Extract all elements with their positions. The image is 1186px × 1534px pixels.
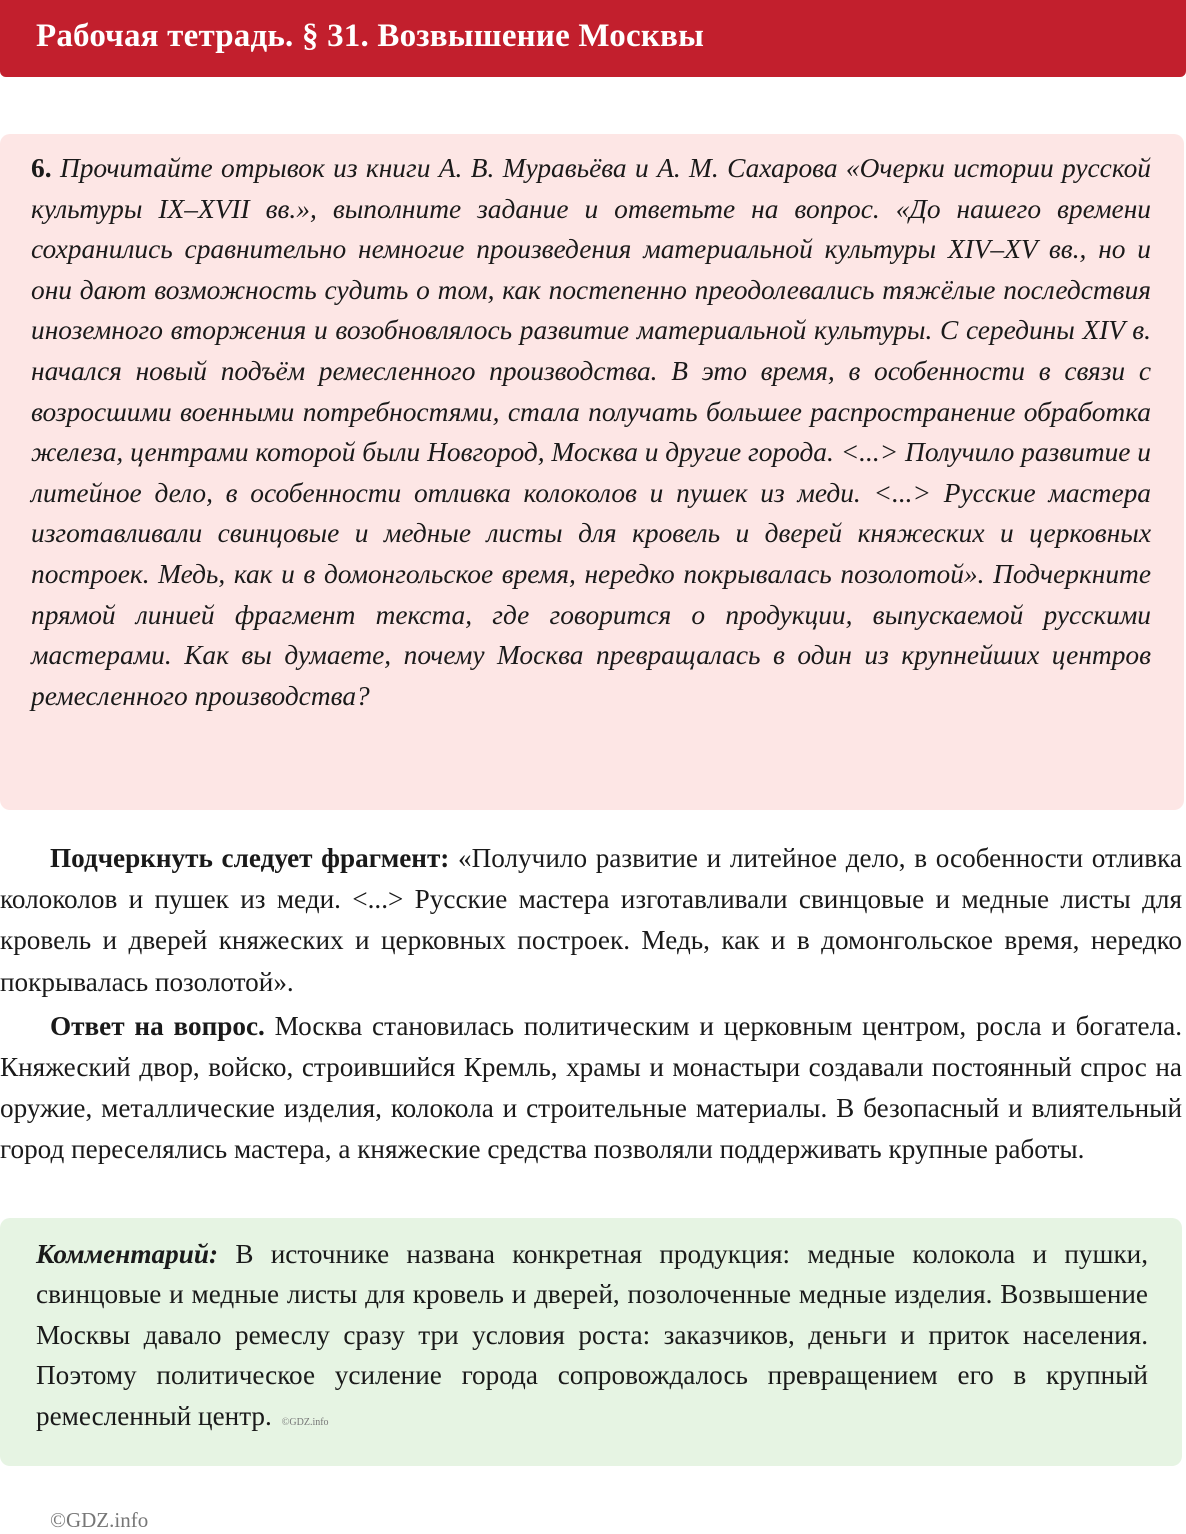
task-text-block (31, 148, 1151, 716)
comment-box (0, 1218, 1182, 1466)
comment-text-block (36, 1234, 1148, 1443)
task-number: 6. (31, 153, 52, 183)
answer-question-label: Ответ на вопрос. (50, 1010, 265, 1041)
page-header (0, 0, 1186, 77)
inline-watermark: ©GDZ.info (281, 1416, 329, 1428)
task-box (0, 134, 1184, 810)
task-text: Прочитайте отрывок из книги А. В. Муравьёва и А. М. Сахарова «Очерки истории русской культуры IX–XVII вв.», выполните задание и ответьте на вопрос. «До нашего времени сохранились сравнительно немногие произведения материальной культуры XIV–XV вв., но и они дают возможность судить о том, как постепенно преодолевались тяжёлые последствия иноземного вторжения и возобновлялось развитие материальной культуры. С середины XIV в. начался новый подъём ремесленного производства. В это время, в особенности в связи с возросшими военными потребностями, стала получать большее распространение обработка железа, центрами которой были Новгород, Москва и другие города. <...> Получило развитие и литейное дело, в особенности отливка колоколов и пушек из меди. <...> Русские мастера изготавливали свинцовые и медные листы для кровель и дверей княжеских и церковных построек. Медь, как и в домонгольское время, нередко покрывалась позолотой». Подчеркните прямой линией фрагмент текста, где говорится о продукции, выпускаемой русскими мастерами. Как вы думаете, почему Москва превращалась в один из крупнейших центров ремесленного производства? (31, 153, 1152, 711)
page-title: Рабочая тетрадь. § 31. Возвышение Москвы (36, 18, 705, 54)
answer-underline-paragraph (0, 838, 1182, 1003)
answer-section (0, 838, 1182, 1171)
answer-question-text: Москва становилась политическим и церковным центром, росла и богатела. Княжеский двор, войско, строившийся Кремль, храмы и монастыри создавали постоянный спрос на оружие, металлические изделия, колокола и строительные материалы. В безопасный и влиятельный город переселялись мастера, а княжеские средства позволяли поддерживать крупные работы. (0, 1010, 1183, 1165)
comment-text: В источнике названа конкретная продукция: медные колокола и пушки, свинцовые и медные листы для кровель и дверей, позолоченные медные изделия. Возвышение Москвы давало ремеслу сразу три условия роста: заказчиков, деньги и приток населения. Поэтому политическое усиление города сопровождалось превращением его в крупный ремесленный центр. (36, 1239, 1148, 1431)
answer-question-paragraph (0, 1006, 1182, 1171)
footer-watermark: ©GDZ.info (50, 1508, 149, 1532)
comment-label: Комментарий: (36, 1239, 219, 1269)
answer-underline-text: «Получило развитие и литейное дело, в особенности отливка колоколов и пушек из меди. <...> Русские мастера изготавливали свинцовые и медные листы для кровель и дверей княжеских и церковных построек. Медь, как и в домонгольское время, нередко покрывалась позолотой». (0, 843, 1182, 997)
answer-underline-label: Подчеркнуть следует фрагмент: (50, 843, 450, 873)
